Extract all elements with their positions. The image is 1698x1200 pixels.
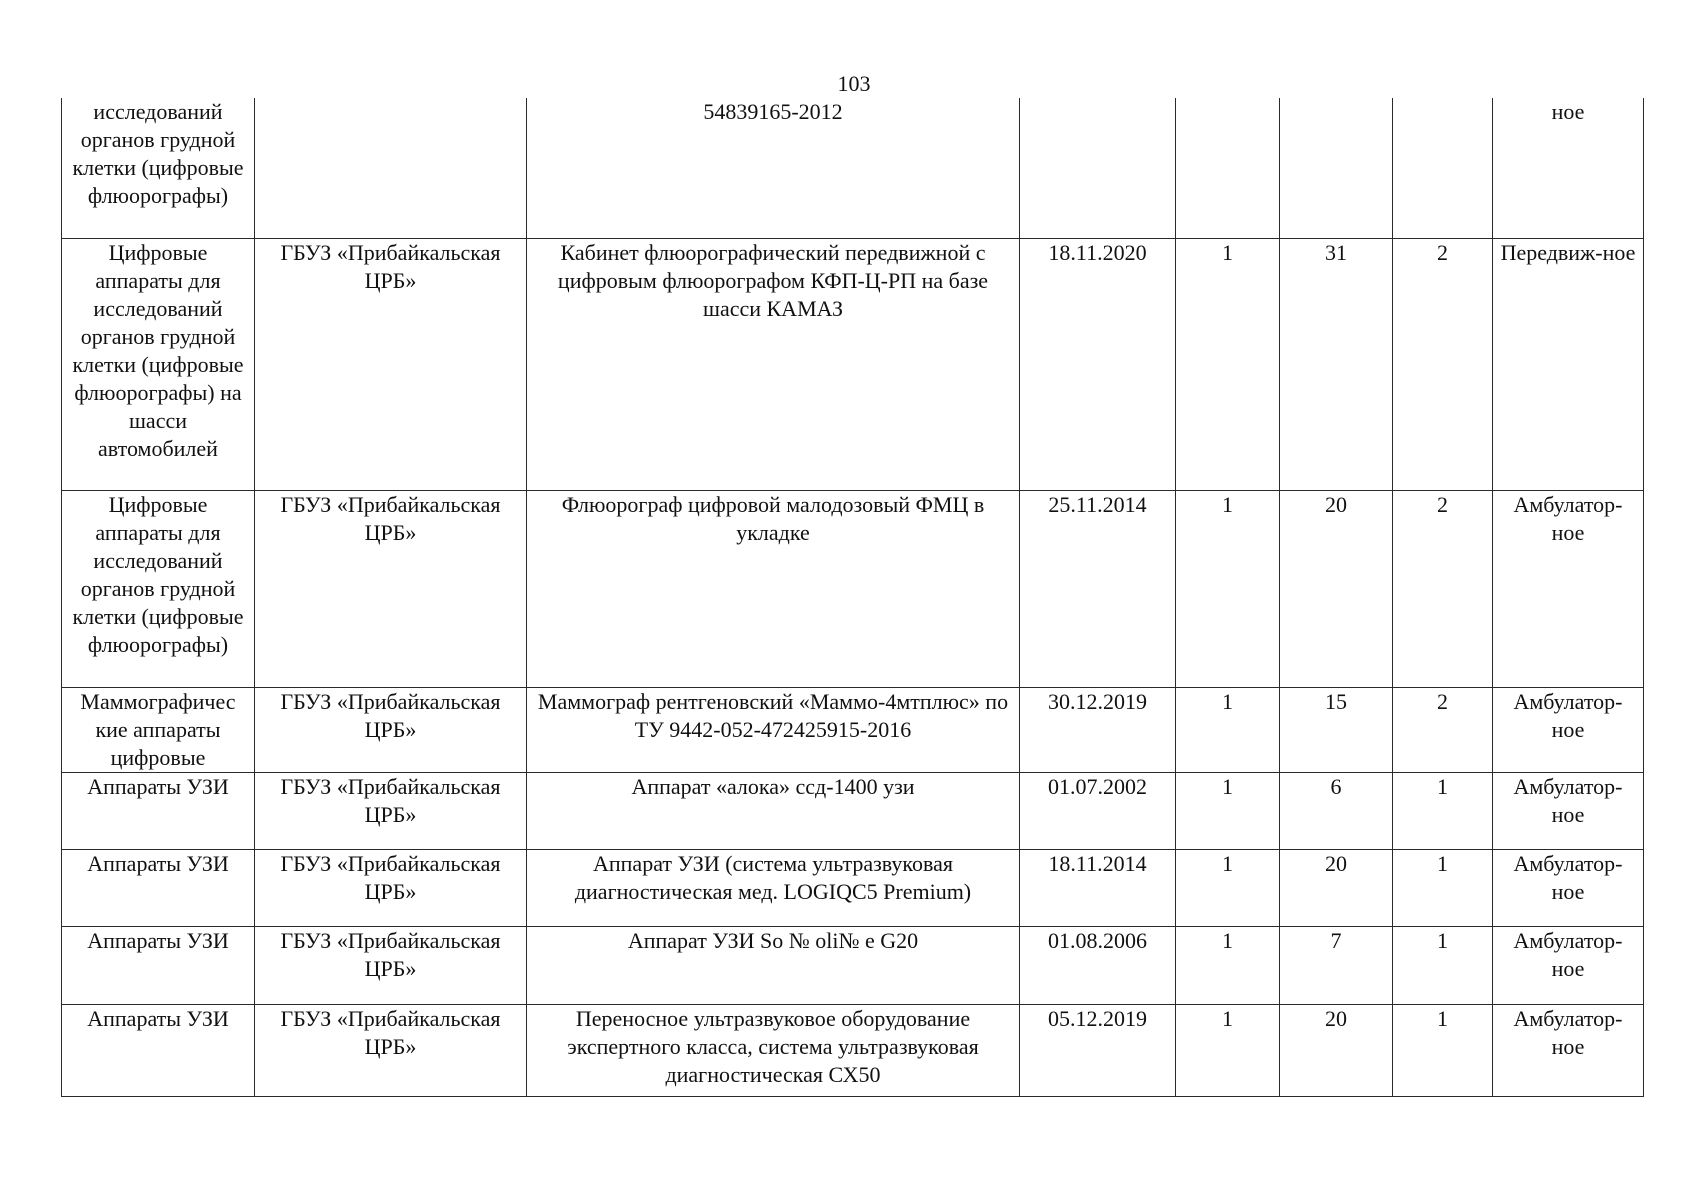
commission-date-cell: 05.12.2019 bbox=[1020, 1004, 1176, 1096]
usage-mode-cell: Амбулатор-ное bbox=[1493, 926, 1644, 1004]
commission-date-cell: 18.11.2020 bbox=[1020, 238, 1176, 490]
usage-mode-cell: Передвиж-ное bbox=[1493, 238, 1644, 490]
service-years-cell: 31 bbox=[1280, 238, 1393, 490]
category-cell: 1 bbox=[1393, 926, 1493, 1004]
service-years-cell: 15 bbox=[1280, 687, 1393, 772]
table-body bbox=[62, 98, 1644, 1096]
table-row bbox=[62, 490, 1644, 687]
quantity-cell: 1 bbox=[1176, 1004, 1280, 1096]
commission-date-cell bbox=[1020, 98, 1176, 238]
table-row bbox=[62, 238, 1644, 490]
equipment-table bbox=[61, 98, 1644, 1097]
quantity-cell: 1 bbox=[1176, 772, 1280, 849]
commission-date-cell: 25.11.2014 bbox=[1020, 490, 1176, 687]
page-number: 103 bbox=[837, 71, 871, 96]
category-cell: 1 bbox=[1393, 1004, 1493, 1096]
equipment-type-cell: Аппараты УЗИ bbox=[62, 849, 255, 926]
commission-date-cell: 01.08.2006 bbox=[1020, 926, 1176, 1004]
table-row bbox=[62, 926, 1644, 1004]
quantity-cell: 1 bbox=[1176, 687, 1280, 772]
quantity-cell: 1 bbox=[1176, 490, 1280, 687]
category-cell: 2 bbox=[1393, 238, 1493, 490]
service-years-cell: 20 bbox=[1280, 1004, 1393, 1096]
equipment-name-cell: Флюорограф цифровой малодозовый ФМЦ в укладке bbox=[527, 490, 1020, 687]
service-years-cell: 6 bbox=[1280, 772, 1393, 849]
service-years-cell: 20 bbox=[1280, 849, 1393, 926]
table-row bbox=[62, 1004, 1644, 1096]
table-row bbox=[62, 687, 1644, 772]
category-cell: 1 bbox=[1393, 772, 1493, 849]
quantity-cell bbox=[1176, 98, 1280, 238]
table-row bbox=[62, 772, 1644, 849]
category-cell: 2 bbox=[1393, 687, 1493, 772]
category-cell bbox=[1393, 98, 1493, 238]
table-row bbox=[62, 98, 1644, 238]
organization-cell: ГБУЗ «Прибайкальская ЦРБ» bbox=[255, 238, 527, 490]
equipment-type-cell: Аппараты УЗИ bbox=[62, 926, 255, 1004]
equipment-type-cell: Цифровые аппараты для исследований органов грудной клетки (цифровые флюорографы) на шасси автомобилей bbox=[62, 238, 255, 490]
equipment-name-cell: 54839165-2012 bbox=[527, 98, 1020, 238]
equipment-type-cell: Маммографичес кие аппараты цифровые bbox=[62, 687, 255, 772]
organization-cell: ГБУЗ «Прибайкальская ЦРБ» bbox=[255, 849, 527, 926]
organization-cell: ГБУЗ «Прибайкальская ЦРБ» bbox=[255, 772, 527, 849]
service-years-cell bbox=[1280, 98, 1393, 238]
organization-cell bbox=[255, 98, 527, 238]
quantity-cell: 1 bbox=[1176, 926, 1280, 1004]
equipment-type-cell: исследований органов грудной клетки (цифровые флюорографы) bbox=[62, 98, 255, 238]
usage-mode-cell: Амбулатор-ное bbox=[1493, 687, 1644, 772]
usage-mode-cell: Амбулатор-ное bbox=[1493, 490, 1644, 687]
commission-date-cell: 18.11.2014 bbox=[1020, 849, 1176, 926]
usage-mode-cell: ное bbox=[1493, 98, 1644, 238]
usage-mode-cell: Амбулатор-ное bbox=[1493, 1004, 1644, 1096]
commission-date-cell: 01.07.2002 bbox=[1020, 772, 1176, 849]
table-row bbox=[62, 849, 1644, 926]
equipment-name-cell: Кабинет флюорографический передвижной с цифровым флюорографом КФП-Ц-РП на базе шасси КАМАЗ bbox=[527, 238, 1020, 490]
equipment-type-cell: Аппараты УЗИ bbox=[62, 772, 255, 849]
service-years-cell: 7 bbox=[1280, 926, 1393, 1004]
organization-cell: ГБУЗ «Прибайкальская ЦРБ» bbox=[255, 926, 527, 1004]
equipment-name-cell: Аппарат УЗИ (система ультразвуковая диагностическая мед. LOGIQC5 Premium) bbox=[527, 849, 1020, 926]
equipment-name-cell: Аппарат «алока» ссд-1400 узи bbox=[527, 772, 1020, 849]
equipment-name-cell: Маммограф рентгеновский «Маммо-4мтплюс» по ТУ 9442-052-472425915-2016 bbox=[527, 687, 1020, 772]
commission-date-cell: 30.12.2019 bbox=[1020, 687, 1176, 772]
equipment-name-cell: Аппарат УЗИ So № oli№ e G20 bbox=[527, 926, 1020, 1004]
organization-cell: ГБУЗ «Прибайкальская ЦРБ» bbox=[255, 490, 527, 687]
equipment-type-cell: Цифровые аппараты для исследований органов грудной клетки (цифровые флюорографы) bbox=[62, 490, 255, 687]
organization-cell: ГБУЗ «Прибайкальская ЦРБ» bbox=[255, 687, 527, 772]
organization-cell: ГБУЗ «Прибайкальская ЦРБ» bbox=[255, 1004, 527, 1096]
quantity-cell: 1 bbox=[1176, 849, 1280, 926]
service-years-cell: 20 bbox=[1280, 490, 1393, 687]
category-cell: 2 bbox=[1393, 490, 1493, 687]
equipment-type-cell: Аппараты УЗИ bbox=[62, 1004, 255, 1096]
usage-mode-cell: Амбулатор-ное bbox=[1493, 772, 1644, 849]
equipment-name-cell: Переносное ультразвуковое оборудование экспертного класса, система ультразвуковая диагностическая СХ50 bbox=[527, 1004, 1020, 1096]
usage-mode-cell: Амбулатор-ное bbox=[1493, 849, 1644, 926]
category-cell: 1 bbox=[1393, 849, 1493, 926]
quantity-cell: 1 bbox=[1176, 238, 1280, 490]
